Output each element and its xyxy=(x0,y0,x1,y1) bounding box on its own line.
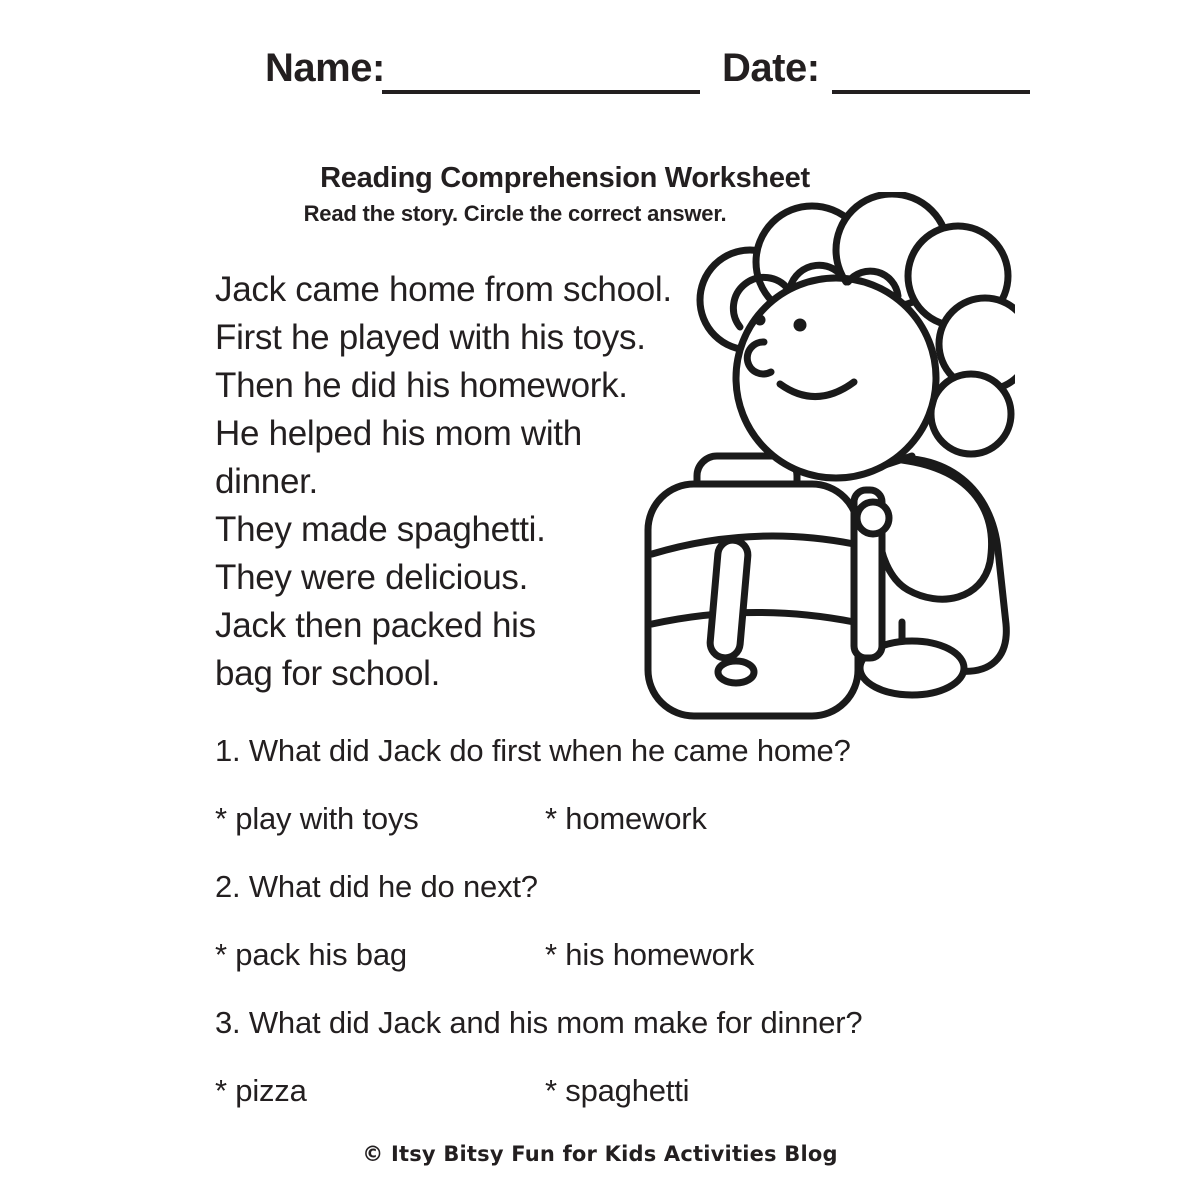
question-prompt xyxy=(215,733,1045,769)
boy-with-backpack-illustration xyxy=(640,192,1015,737)
date-blank-line xyxy=(832,90,1030,94)
story-line: dinner. xyxy=(215,462,318,501)
worksheet-instructions: Read the story. Circle the correct answer. xyxy=(303,201,727,226)
question-options xyxy=(215,801,1045,837)
name-label: Name: xyxy=(265,46,385,90)
question-prompt xyxy=(215,1005,1045,1041)
question-3-option-a: * pizza xyxy=(215,1073,307,1108)
name-blank-line xyxy=(382,90,700,94)
story-line: Jack came home from school. xyxy=(215,270,672,309)
hair-curl xyxy=(931,374,1011,454)
question-1-prompt: 1. What did Jack do first when he came home? xyxy=(215,733,851,768)
boy-hand xyxy=(857,502,889,534)
backpack-buckle xyxy=(718,661,754,683)
question-options xyxy=(215,1073,1045,1109)
question-3-prompt: 3. What did Jack and his mom make for dinner? xyxy=(215,1005,863,1040)
story-line: Jack then packed his xyxy=(215,606,536,645)
boy-face xyxy=(736,278,936,478)
backpack-body xyxy=(648,484,858,716)
question-options xyxy=(215,937,1045,973)
backpack-strap-hanging xyxy=(709,539,749,659)
question-1-option-a: * play with toys xyxy=(215,801,419,836)
question-2-option-b: * his homework xyxy=(545,937,755,972)
story-line: They made spaghetti. xyxy=(215,510,546,549)
question-2-option-a: * pack his bag xyxy=(215,937,407,972)
date-label: Date: xyxy=(722,46,820,90)
boy-eye-right xyxy=(794,319,807,332)
story-line: They were delicious. xyxy=(215,558,529,597)
worksheet-title: Reading Comprehension Worksheet xyxy=(320,162,810,194)
story-line: bag for school. xyxy=(215,654,441,693)
footer-credit: © Itsy Bitsy Fun for Kids Activities Blog xyxy=(362,1142,838,1166)
questions-section xyxy=(215,733,1045,1141)
story-line: He helped his mom with xyxy=(215,414,582,453)
question-prompt xyxy=(215,869,1045,905)
question-1-option-b: * homework xyxy=(545,801,707,836)
boy-eye-left xyxy=(755,315,766,326)
story-line: First he played with his toys. xyxy=(215,318,646,357)
question-3-option-b: * spaghetti xyxy=(545,1073,690,1108)
story-line: Then he did his homework. xyxy=(215,366,628,405)
question-2-prompt: 2. What did he do next? xyxy=(215,869,538,904)
